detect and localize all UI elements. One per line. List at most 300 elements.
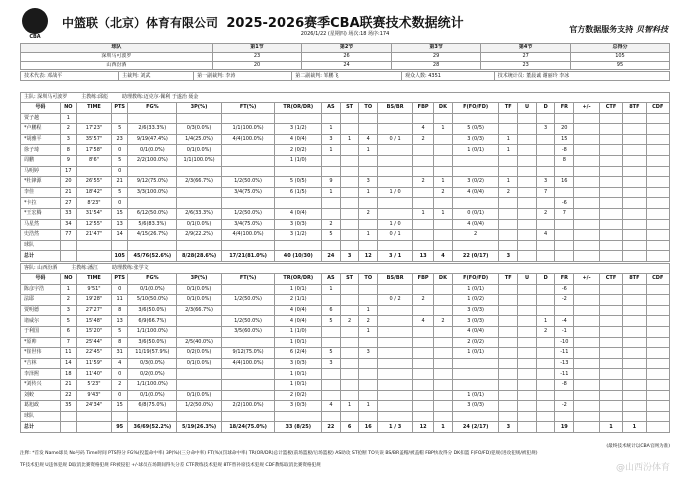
stat-cell	[340, 198, 359, 209]
stat-cell: -6	[555, 284, 574, 295]
summary-cell: 山西汾酒	[21, 61, 213, 70]
stat-cell: 4/4(100.0%)	[221, 358, 275, 369]
stat-cell: 12'55"	[77, 219, 112, 230]
stat-cell	[518, 337, 537, 348]
stat-cell: 1 (0/2)	[452, 295, 499, 306]
stat-cell: 1	[340, 401, 359, 412]
official-info-cell: 技术统计员: 董晨诚 谢丽玲 李冰	[494, 72, 669, 81]
stat-cell	[574, 145, 600, 156]
stat-cell: 3/6(50.0%)	[128, 337, 177, 348]
total-cell	[536, 422, 555, 433]
stat-cell	[646, 230, 669, 241]
official-info-cell: 第二副裁判: 邹鹏飞	[292, 72, 402, 81]
stat-cell: 0/1(0.0%)	[177, 295, 221, 306]
stat-cell: 11/19(57.9%)	[128, 348, 177, 359]
summary-cell: 深圳马可波罗	[21, 52, 213, 61]
stat-cell	[623, 305, 646, 316]
stat-cell	[518, 326, 537, 337]
stat-cell	[322, 379, 341, 390]
partner-brand: 贝智科技	[636, 25, 668, 34]
stat-cell: 1/2(50.0%)	[221, 177, 275, 188]
stat-cell: -4	[555, 316, 574, 327]
stat-cell: 8	[112, 337, 128, 348]
legend-line-2: TF技术犯规 U违体犯规 D取消比赛资格犯规 FR被侵犯 +/-球员在场期间得失分差 CTF教练技术犯规 8TF替补席技术犯规 CDF教练取消比赛资格犯规	[20, 463, 321, 468]
stat-cell: 27'27"	[77, 305, 112, 316]
stat-cell: 9/12(75.0%)	[128, 177, 177, 188]
stat-cell	[536, 240, 555, 251]
stat-cell	[599, 348, 622, 359]
stat-cell: 1	[499, 134, 518, 145]
stat-cell	[434, 295, 453, 306]
stat-cell	[434, 390, 453, 401]
stat-cell: 6	[60, 326, 76, 337]
stat-cell	[177, 166, 221, 177]
player-name: *崔世伟	[21, 348, 61, 359]
summary-cell: 26	[302, 52, 392, 61]
stat-cell	[518, 401, 537, 412]
player-row	[21, 155, 670, 166]
stat-cell	[646, 219, 669, 230]
stat-cell: -11	[555, 348, 574, 359]
total-cell	[574, 422, 600, 433]
stat-cell: 1 (1/0)	[275, 326, 322, 337]
player-name: 贾明德	[21, 305, 61, 316]
stat-cell: 1 (0/1)	[275, 379, 322, 390]
stat-cell: 20	[555, 124, 574, 135]
stat-cell	[499, 240, 518, 251]
stat-cell: -10	[555, 337, 574, 348]
player-name: 葛旭政	[21, 401, 61, 412]
stat-cell	[599, 230, 622, 241]
stat-cell: 15'20"	[77, 326, 112, 337]
stat-cell	[413, 113, 434, 124]
stat-cell	[499, 337, 518, 348]
total-cell: 1	[623, 422, 646, 433]
stat-cell	[518, 379, 537, 390]
column-header: +/-	[574, 103, 600, 114]
stat-cell	[518, 369, 537, 380]
stat-cell	[128, 240, 177, 251]
stat-cell	[646, 390, 669, 401]
stat-cell	[599, 295, 622, 306]
stat-cell: 14	[112, 230, 128, 241]
stat-cell: 0	[112, 390, 128, 401]
stat-cell: 1	[359, 326, 378, 337]
stat-cell	[378, 208, 413, 219]
player-row	[21, 348, 670, 359]
stat-cell: 5	[322, 230, 341, 241]
stat-cell	[518, 198, 537, 209]
stat-cell	[536, 145, 555, 156]
stat-cell	[177, 113, 221, 124]
stat-cell	[378, 379, 413, 390]
stat-cell	[623, 124, 646, 135]
stat-cell	[128, 113, 177, 124]
total-cell	[574, 251, 600, 262]
player-row	[21, 187, 670, 198]
stat-cell: 1 (0/1)	[275, 369, 322, 380]
total-cell	[60, 422, 76, 433]
player-row	[21, 305, 670, 316]
assistant-coaches: 助理教练:张学文	[111, 265, 149, 271]
stat-cell: 15	[112, 208, 128, 219]
stat-cell: 1	[60, 284, 76, 295]
stat-cell	[221, 411, 275, 422]
stat-cell: 4 (0/4)	[452, 187, 499, 198]
stat-cell: 1	[434, 208, 453, 219]
stat-cell	[574, 326, 600, 337]
stat-cell	[128, 411, 177, 422]
summary-cell: 23	[481, 61, 571, 70]
column-header: TIME	[77, 103, 112, 114]
stat-cell: 1 (0/1)	[452, 145, 499, 156]
stat-cell	[574, 284, 600, 295]
stat-cell	[518, 348, 537, 359]
stat-cell	[359, 358, 378, 369]
stat-cell	[378, 316, 413, 327]
stat-cell: 0/1(0.0%)	[177, 145, 221, 156]
stat-cell	[574, 240, 600, 251]
stat-cell: 2/9(22.2%)	[177, 230, 221, 241]
stat-cell	[60, 240, 76, 251]
stat-cell: 0	[112, 284, 128, 295]
stat-cell	[322, 240, 341, 251]
stat-cell: -11	[555, 369, 574, 380]
stat-cell	[434, 134, 453, 145]
stat-cell	[413, 305, 434, 316]
stat-cell: 1	[322, 145, 341, 156]
column-header: F(FO/FD)	[452, 274, 499, 285]
player-row	[21, 230, 670, 241]
stat-cell	[413, 369, 434, 380]
stat-cell	[322, 208, 341, 219]
stat-cell	[340, 187, 359, 198]
stat-cell: 17'23"	[77, 124, 112, 135]
team-total-row	[21, 422, 670, 433]
stat-cell	[536, 155, 555, 166]
stat-cell	[499, 219, 518, 230]
stat-cell	[646, 124, 669, 135]
stat-cell: 15'48"	[77, 316, 112, 327]
stat-cell: 1/2(50.0%)	[221, 208, 275, 219]
column-header: FG%	[128, 103, 177, 114]
player-name: 球队	[21, 411, 61, 422]
stat-cell: 2 (0/2)	[452, 337, 499, 348]
stat-cell	[112, 113, 128, 124]
player-row	[21, 411, 670, 422]
summary-cell: 20	[212, 61, 302, 70]
stat-cell	[518, 187, 537, 198]
stat-cell: 3/5(60.0%)	[221, 326, 275, 337]
stat-cell	[434, 411, 453, 422]
stat-cell	[499, 230, 518, 241]
player-name: 于利国	[21, 326, 61, 337]
column-header: CDF	[646, 103, 669, 114]
stat-cell	[77, 411, 112, 422]
stat-cell	[646, 348, 669, 359]
stat-cell: 0	[112, 145, 128, 156]
stat-cell: 23	[112, 134, 128, 145]
stat-cell: 4	[322, 401, 341, 412]
stat-cell: 11	[60, 348, 76, 359]
stat-cell: 1/1(100.0%)	[177, 155, 221, 166]
stat-cell: 17'58"	[77, 145, 112, 156]
player-name: 陈彦宇浩	[21, 284, 61, 295]
stat-cell	[599, 155, 622, 166]
stat-cell: 4/4(100.0%)	[221, 230, 275, 241]
stat-cell: 3 (1/2)	[275, 124, 322, 135]
stat-cell	[599, 337, 622, 348]
stat-cell: 2	[536, 326, 555, 337]
stat-cell: 4	[359, 134, 378, 145]
stat-cell: 4	[413, 316, 434, 327]
stat-cell: 2	[359, 316, 378, 327]
stat-cell: 1/2(50.0%)	[221, 316, 275, 327]
stat-cell	[452, 411, 499, 422]
stat-cell: 24'34"	[77, 401, 112, 412]
total-cell: 24 (2/17)	[452, 422, 499, 433]
total-cell	[646, 422, 669, 433]
stat-cell	[413, 411, 434, 422]
stat-cell: 1 / 0	[378, 219, 413, 230]
column-header-row	[21, 274, 670, 285]
stat-cell	[555, 166, 574, 177]
stat-cell	[221, 145, 275, 156]
stat-cell	[623, 187, 646, 198]
stat-cell: 2/6(33.3%)	[177, 208, 221, 219]
stat-cell	[646, 177, 669, 188]
stat-cell	[434, 155, 453, 166]
total-cell: 105	[112, 251, 128, 262]
stat-cell	[574, 166, 600, 177]
stat-cell	[413, 219, 434, 230]
stat-cell	[555, 390, 574, 401]
stat-cell: 5 (0/5)	[275, 177, 322, 188]
stat-cell: 1	[434, 177, 453, 188]
stat-cell	[599, 219, 622, 230]
column-header: BS/BR	[378, 103, 413, 114]
stat-cell: 77	[60, 230, 76, 241]
stat-cell	[322, 326, 341, 337]
stat-cell	[322, 369, 341, 380]
player-name: 周鹏	[21, 155, 61, 166]
stat-cell	[646, 379, 669, 390]
total-cell: 1	[599, 422, 622, 433]
stat-cell: 3/3(100.0%)	[128, 187, 177, 198]
column-header: D	[536, 274, 555, 285]
stat-cell	[499, 305, 518, 316]
stat-cell: 3	[60, 305, 76, 316]
stat-cell	[536, 113, 555, 124]
stat-cell	[574, 305, 600, 316]
stat-cell	[359, 379, 378, 390]
stat-cell	[128, 166, 177, 177]
stat-cell: 9/12(75.0%)	[221, 348, 275, 359]
stat-cell	[574, 348, 600, 359]
stat-cell	[221, 113, 275, 124]
total-cell	[77, 422, 112, 433]
stat-cell: 0	[112, 198, 128, 209]
stat-cell: 35	[60, 401, 76, 412]
stat-cell: 1 (0/1)	[452, 390, 499, 401]
column-header: DK	[434, 103, 453, 114]
column-header: 号码	[21, 103, 61, 114]
column-header: TF	[499, 103, 518, 114]
stat-cell: 4	[112, 358, 128, 369]
player-row	[21, 145, 670, 156]
stat-cell	[499, 113, 518, 124]
stat-cell: 2	[413, 134, 434, 145]
stat-cell	[322, 155, 341, 166]
total-cell: 18/24(75.0%)	[221, 422, 275, 433]
stat-cell	[177, 411, 221, 422]
column-header: AS	[322, 274, 341, 285]
stat-cell	[623, 230, 646, 241]
stat-cell	[177, 198, 221, 209]
stat-cell	[378, 369, 413, 380]
stat-cell	[574, 208, 600, 219]
stat-cell	[574, 230, 600, 241]
stat-cell: 13	[112, 316, 128, 327]
stat-cell	[452, 166, 499, 177]
stat-cell	[599, 187, 622, 198]
stat-cell	[646, 337, 669, 348]
stat-cell: 1	[536, 316, 555, 327]
stat-cell	[499, 208, 518, 219]
stat-cell: 5	[60, 316, 76, 327]
stat-cell	[452, 113, 499, 124]
total-cell: 17/21(81.0%)	[221, 251, 275, 262]
stat-cell	[623, 240, 646, 251]
total-cell	[518, 251, 537, 262]
stat-cell	[340, 305, 359, 316]
stat-cell	[378, 348, 413, 359]
stat-cell: 1	[359, 230, 378, 241]
stat-cell	[452, 240, 499, 251]
player-row	[21, 124, 670, 135]
stat-cell	[555, 411, 574, 422]
stat-cell	[413, 155, 434, 166]
stat-cell	[340, 390, 359, 401]
total-cell: 8/28(28.6%)	[177, 251, 221, 262]
stat-cell	[499, 198, 518, 209]
stat-cell	[518, 208, 537, 219]
column-header: 3P(%)	[177, 103, 221, 114]
column-header: FBP	[413, 103, 434, 114]
total-cell	[555, 251, 574, 262]
stat-cell	[434, 305, 453, 316]
stat-cell: 18'42"	[77, 187, 112, 198]
stat-cell: 3 (0/3)	[452, 401, 499, 412]
column-header: PTS	[112, 103, 128, 114]
stat-cell	[275, 198, 322, 209]
stat-cell	[434, 198, 453, 209]
stat-cell	[574, 219, 600, 230]
stat-cell	[359, 284, 378, 295]
stat-cell: 1	[340, 134, 359, 145]
stat-cell	[340, 358, 359, 369]
player-row	[21, 337, 670, 348]
stat-cell: 5	[112, 155, 128, 166]
stat-cell	[623, 390, 646, 401]
total-cell: 36/69(52.2%)	[128, 422, 177, 433]
stat-cell	[359, 155, 378, 166]
total-cell: 40 (10/30)	[275, 251, 322, 262]
stat-cell	[599, 240, 622, 251]
summary-header-cell: 球队	[21, 44, 213, 53]
stat-cell	[359, 390, 378, 401]
player-name: 球队	[21, 240, 61, 251]
stat-cell	[599, 326, 622, 337]
stat-cell	[574, 155, 600, 166]
stat-cell	[359, 113, 378, 124]
stat-cell	[340, 326, 359, 337]
stat-cell	[536, 348, 555, 359]
column-header: 号码	[21, 274, 61, 285]
stat-cell	[434, 326, 453, 337]
stat-cell: 0 (0/1)	[452, 208, 499, 219]
stat-cell	[599, 369, 622, 380]
stat-cell: 9	[322, 177, 341, 188]
stat-cell	[623, 326, 646, 337]
stat-cell	[340, 219, 359, 230]
stat-cell: 3 (0/3)	[452, 305, 499, 316]
stat-cell	[340, 379, 359, 390]
column-header: TR(OR/DR)	[275, 274, 322, 285]
stat-cell: 2	[340, 316, 359, 327]
player-name: *王宏腾	[21, 208, 61, 219]
player-row	[21, 326, 670, 337]
stat-cell: 4 (0/4)	[452, 219, 499, 230]
stat-cell	[413, 390, 434, 401]
stat-cell	[322, 113, 341, 124]
total-cell: 22 (0/17)	[452, 251, 499, 262]
player-row	[21, 198, 670, 209]
home-team-stats-table	[20, 92, 670, 262]
player-row	[21, 240, 670, 251]
stat-cell	[574, 337, 600, 348]
column-header: FT(%)	[221, 274, 275, 285]
total-cell	[599, 251, 622, 262]
stat-cell	[646, 316, 669, 327]
stat-cell	[646, 198, 669, 209]
player-row	[21, 134, 670, 145]
stat-cell	[599, 145, 622, 156]
total-cell: 13	[413, 251, 434, 262]
column-header: 3P(%)	[177, 274, 221, 285]
stat-cell	[646, 284, 669, 295]
stat-cell	[518, 219, 537, 230]
stat-cell	[574, 369, 600, 380]
stat-cell	[599, 177, 622, 188]
team-section-header	[21, 93, 670, 103]
column-header: ST	[340, 103, 359, 114]
stat-cell	[623, 337, 646, 348]
stat-cell	[518, 316, 537, 327]
stat-cell: 1/2(50.0%)	[221, 295, 275, 306]
head-coach: 主教练:邱彪	[81, 94, 108, 100]
stat-cell	[536, 284, 555, 295]
official-info-cell: 主裁判: 刘武	[119, 72, 194, 81]
summary-header-cell: 第2节	[302, 44, 392, 53]
summary-cell: 23	[212, 52, 302, 61]
stat-cell: 2	[112, 379, 128, 390]
stat-cell	[378, 166, 413, 177]
stat-cell	[623, 208, 646, 219]
stat-cell	[359, 411, 378, 422]
stat-cell: 1	[322, 124, 341, 135]
stat-cell	[378, 240, 413, 251]
